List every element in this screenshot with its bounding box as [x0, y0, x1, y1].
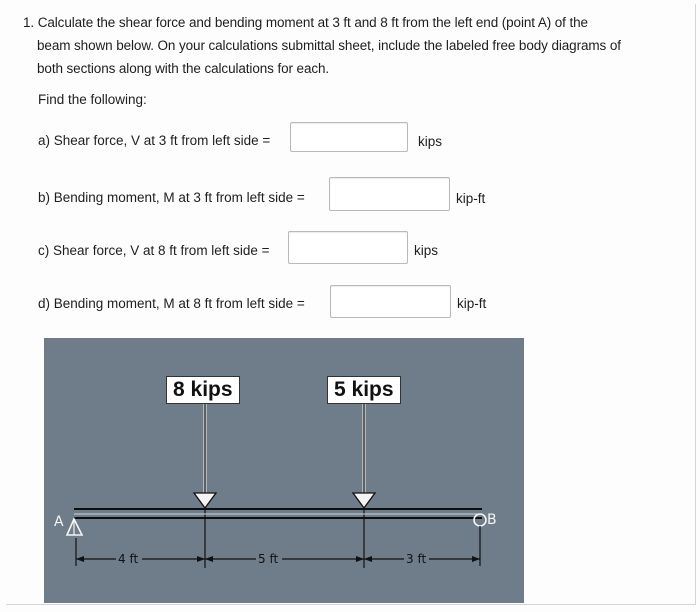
item-b-label: b) Bending moment, M at 3 ft from left side =	[38, 190, 305, 205]
item-a-unit: kips	[418, 134, 443, 149]
question-line-1	[23, 11, 678, 34]
question-number: 1.	[23, 15, 35, 30]
item-d-unit: kip-ft	[457, 296, 487, 311]
item-c-label: c) Shear force, V at 8 ft from left side =	[38, 243, 270, 258]
question-line-1-text: Calculate the shear force and bending moment at 3 ft and 8 ft from the left end (point A) of the	[37, 15, 588, 30]
find-label: Find the following:	[38, 92, 147, 107]
beam-diagram	[44, 338, 524, 603]
question-text	[23, 11, 678, 80]
load-1-label: 8 kips	[166, 376, 240, 404]
load-1-arrow	[194, 400, 216, 568]
question-line-2: beam shown below. On your calculations submittal sheet, include the labeled free body diagrams of	[37, 38, 621, 53]
item-b-unit: kip-ft	[456, 191, 486, 206]
beam	[74, 509, 482, 518]
point-b-label: B	[487, 512, 497, 528]
dim-label-1: 4 ft	[118, 552, 139, 566]
load-2-arrow	[353, 400, 375, 568]
item-a-answer-input[interactable]	[290, 122, 408, 152]
item-c-answer-input[interactable]	[288, 231, 408, 264]
pin-support-a	[67, 519, 82, 535]
beam-figure	[44, 338, 524, 603]
item-d-answer-input[interactable]	[330, 285, 451, 318]
point-a-label: A	[54, 514, 64, 530]
item-a-label: a) Shear force, V at 3 ft from left side =	[38, 133, 271, 148]
item-b-answer-input[interactable]	[329, 177, 450, 211]
question-line-3: both sections along with the calculations for each.	[37, 61, 330, 76]
item-c-unit: kips	[414, 243, 439, 258]
load-2-label: 5 kips	[327, 376, 401, 404]
dim-label-2: 5 ft	[258, 552, 279, 566]
item-d-label: d) Bending moment, M at 8 ft from left side =	[38, 296, 305, 311]
dim-label-3: 3 ft	[406, 552, 427, 566]
